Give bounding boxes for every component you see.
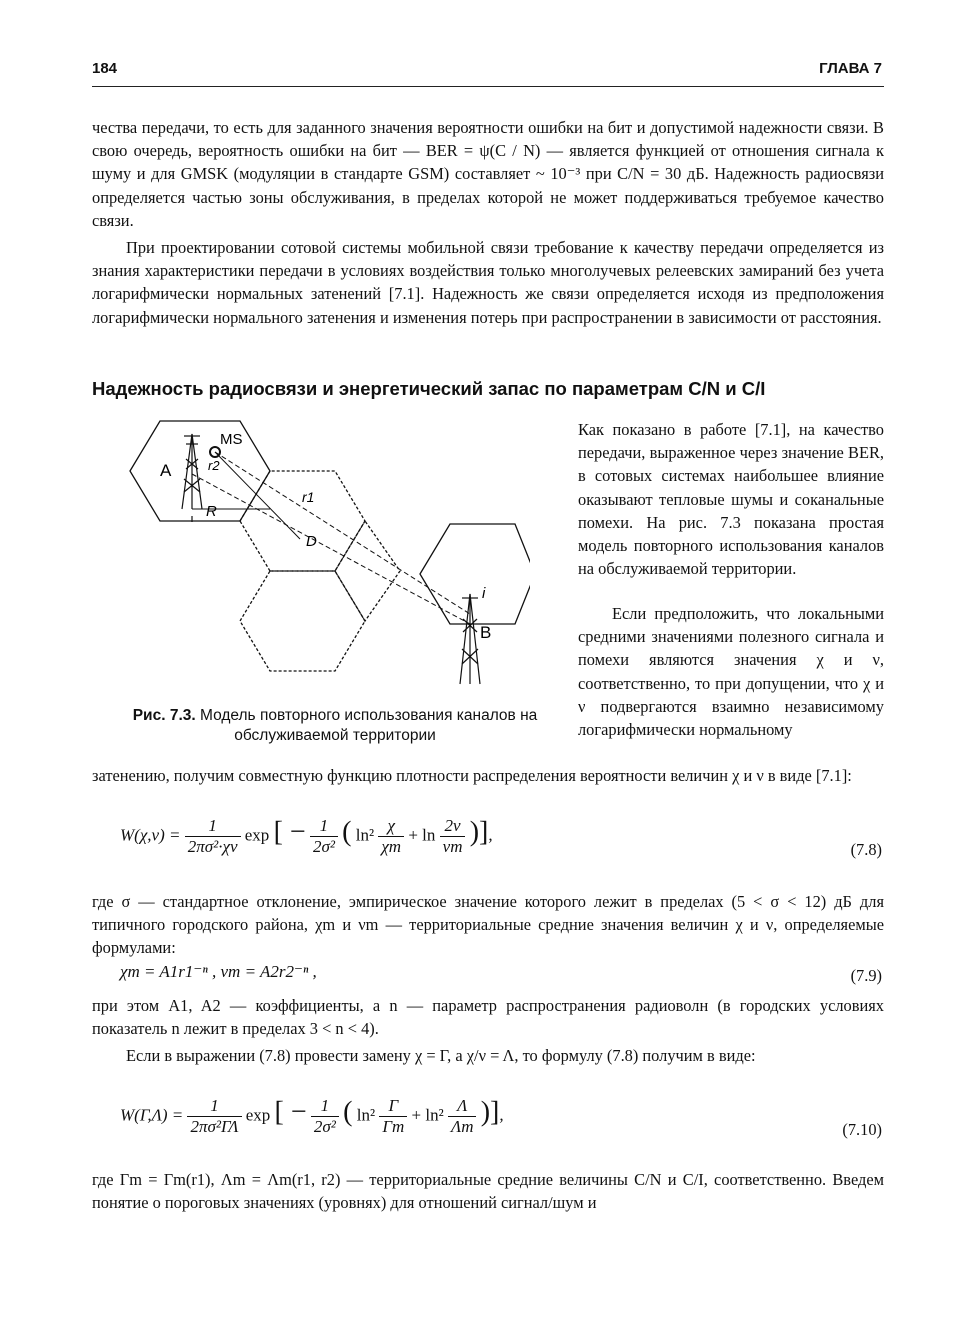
label-ms: MS [220, 431, 243, 448]
paragraph-1: чества передачи, то есть для заданного значения вероятности ошибки на бит и допустимой надежности связи. В свою очередь, вероятность ошибки на бит — BER = ψ(C / N) — является функцией от отношения сигнала к шуму и для GMSK (модуляции в стандарте GSM) составляет ~ 10⁻³ при C/N = 30 дБ. Надежность радиосвязи определяется частью зоны обслуживания, в пределах которой не может поддерживаться требуемое качество связи. [92, 118, 884, 230]
eq710-frac2: $\frac{1}{\text{2σ²}}$ [311, 1096, 339, 1137]
equation-7-9: χm = A1r1⁻ⁿ , νm = A2r2⁻ⁿ , [120, 962, 317, 981]
paragraph-5: Если в выражении (7.8) провести замену χ = Γ, а χ/ν = Λ, то формулу (7.8) получим в виде: [126, 1046, 756, 1065]
eq78-frac3: $\frac{\chi}{\chi m}$ [378, 816, 404, 857]
paragraph-2: При проектировании сотовой системы мобильной связи требование к качеству передачи определяется из знания характеристики передачи в условиях воздействия только многолучевых релеевских замираний без учета логарифмически нормальных затенений [7.1]. Надежность же связи определяется исходя из предположения логарифмически нормального затенения и изменения потерь при распространении в зависимости от расстояния. [92, 238, 884, 327]
label-r1: r1 [302, 489, 315, 505]
neighbor-hexagon-2 [335, 521, 400, 621]
eq78-exp: exp [244, 825, 270, 845]
label-r: R [206, 503, 217, 520]
cell-b-hexagon [420, 524, 530, 624]
r1-line [215, 452, 300, 539]
figure-caption [100, 706, 570, 746]
eq78-frac4: $\frac{2\nu}{\nu m}$ [440, 816, 466, 857]
figure-7-3 [120, 414, 530, 704]
side-paragraph-2: Если предположить, что локальными средними значениями полезного сигнала и помехи являются значения χ и ν, соответственно, то при допущении, что χ и ν подвергаются взаимно независимому логарифмически нормальному [578, 604, 884, 740]
paragraph-continuation: затенению, получим совместную функцию плотности распределения вероятности величин χ и ν в виде [7.1]: [92, 766, 852, 785]
eq710-frac1: $\frac{1}{\text{2πσ²ΓΛ}}$ [187, 1096, 241, 1137]
chapter-label: ГЛАВА 7 [819, 60, 882, 77]
header-rule [92, 86, 884, 87]
caption-text: Модель повторного использования каналов на обслуживаемой территории [200, 707, 538, 744]
d-line [192, 474, 470, 624]
paragraph-3: где σ — стандартное отклонение, эмпирическое значение которого лежит в пределах (5 < σ < 12) дБ для типичного городского района, χm и νm — территориальные средние значения величин χ и ν, определяемые формулами: [92, 892, 884, 958]
eq78-frac1: $\frac{1}{\text{2πσ²·χν}}$ [185, 816, 241, 857]
label-d: D [306, 533, 317, 550]
r2-line [215, 452, 470, 614]
eq710-number: (7.10) [842, 1120, 882, 1139]
section-heading: Надежность радиосвязи и энергетический запас по параметрам C/N и C/I [92, 378, 766, 399]
paragraph-6: где Γm = Γm(r1), Λm = Λm(r1, r2) — территориальные средние величины C/N и C/I, соответственно. Введем понятие о пороговых значениях (уровнях) для отношений сигнал/шум и [92, 1170, 884, 1213]
label-i: i [482, 585, 486, 602]
equation-7-10: W(Γ,Λ) = $\frac{1}{\text{2πσ²ΓΛ}}$ exp [ − $\frac{1}{\text{2σ²}}$ ( ln² $\frac{\Gamma}{\Gamma m}$ + ln² $\frac{\Lambda}{\Lambda m}$ )], [120, 1096, 504, 1136]
label-r2: r2 [208, 458, 220, 473]
eq78-lhs: W(χ,ν) = [120, 825, 181, 845]
cell-reuse-diagram [120, 414, 530, 704]
eq79-number: (7.9) [850, 966, 882, 985]
eq710-frac3: $\frac{\Gamma}{\Gamma m}$ [379, 1096, 407, 1137]
caption-label: Рис. 7.3. [132, 707, 196, 724]
page-number: 184 [92, 60, 118, 77]
label-b: B [480, 623, 492, 642]
running-header [92, 60, 882, 82]
neighbor-hexagon-3 [240, 571, 365, 671]
label-a: A [160, 461, 172, 480]
eq710-exp: exp [245, 1105, 271, 1125]
eq710-frac4: $\frac{\Lambda}{\Lambda m}$ [448, 1096, 477, 1137]
eq710-lhs: W(Γ,Λ) = [120, 1105, 184, 1125]
side-paragraph-1: Как показано в работе [7.1], на качество передачи, выраженное через значение BER, в сотовых системах наибольшее влияние оказывают тепловые шумы и соканальные помехи. На рис. 7.3 показана простая модель повторного использования каналов на обслуживаемой территории. [578, 420, 884, 579]
equation-7-8: W(χ,ν) = $\frac{1}{\text{2πσ²·χν}}$ exp [ − $\frac{1}{\text{2σ²}}$ ( ln² $\frac{\chi}{\chi m}$ + ln $\frac{2\nu}{\nu m}$ )], [120, 816, 493, 856]
neighbor-hexagon-1 [240, 471, 365, 571]
eq78-frac2: $\frac{1}{\text{2σ²}}$ [310, 816, 338, 857]
eq78-number: (7.8) [850, 840, 882, 859]
paragraph-4: при этом A1, A2 — коэффициенты, а n — параметр распространения радиоволн (в городских условиях показатель n лежит в пределах 3 < n < 4). [92, 996, 884, 1039]
